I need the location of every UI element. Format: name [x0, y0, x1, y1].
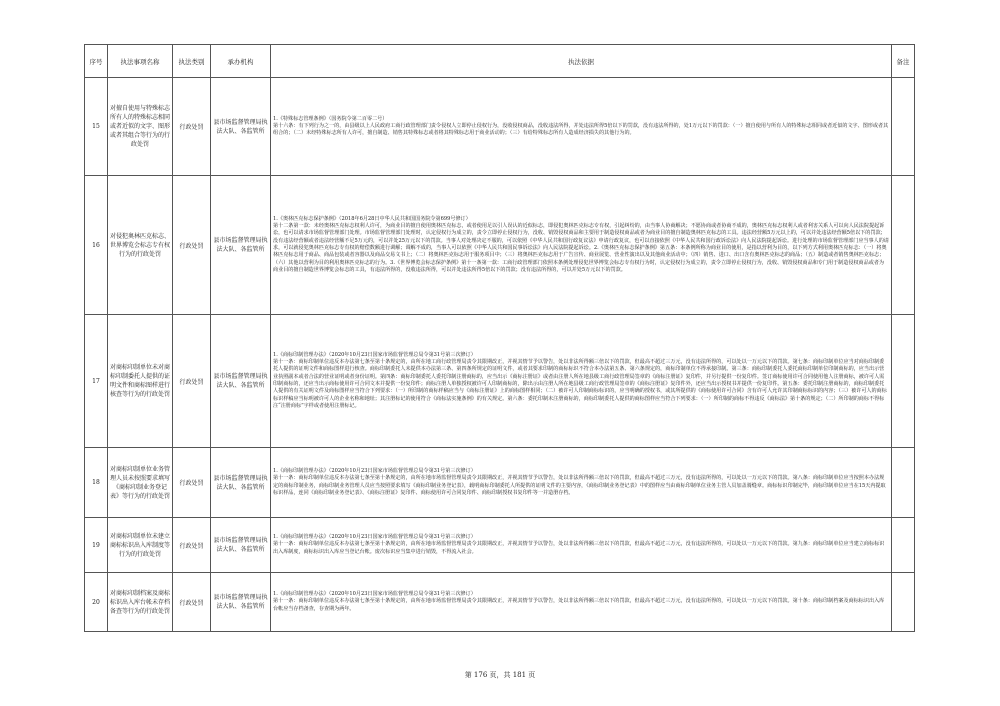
- basis-paragraph: 1.《特殊标志管理条例》（国务院令第二百零二号）: [273, 115, 388, 122]
- basis-paragraph: 1.《商标印制管理办法》（2020年10月23日国家市场监督管理总局令第31号第三次修订）: [273, 591, 476, 598]
- row-number: 18: [85, 448, 108, 518]
- row-remark: [892, 315, 915, 448]
- row-org: 县市场监督管理局执法大队、各监管所: [211, 78, 271, 176]
- basis-paragraph: 第十六条：有下列行为之一的，由县级以上人民政府工商行政管理部门责令侵权人立即停止侵权行为，没收侵权商品，没收违法所得，并处违法所得5倍以下的罚款，没有违法所得的，处1万元以下的罚款：（一）擅自使用与所有人的特殊标志相同或者近似的文字、图形或者其组合的；（二）未经特殊标志所有人许可，擅自制造、销售其特殊标志或者将其特殊标志用于商业活动的；（三）有给特殊标志所有人造成经济损失的其他行为的。: [273, 122, 889, 137]
- row-number: 17: [85, 315, 108, 448]
- row-remark: [892, 78, 915, 176]
- row-category: 行政处罚: [173, 518, 211, 573]
- row-item-name: 对商标印制单位未对商标印制委托人提供的证明文件和商标图样进行核查等行为的行政处罚: [108, 315, 173, 448]
- row-org: 县市场监督管理局执法大队、各监管所: [211, 448, 271, 518]
- header-category: 执法类别: [173, 45, 211, 78]
- row-item-name: 对商标印制单位业务管理人员未按照要求填写《商标印制业务登记表》等行为的行政处罚: [108, 448, 173, 518]
- row-number: 15: [85, 78, 108, 176]
- row-remark: [892, 573, 915, 632]
- table-row: [85, 573, 915, 632]
- basis-paragraph: 1.《商标印制管理办法》（2020年10月23日国家市场监督管理总局令第31号第三次修订）: [273, 534, 476, 541]
- basis-paragraph: 第十一条：商标印制单位违反本办法第七条至第十条规定的，由所在地市场监督管理局责令其限期改正，并视其情节予以警告，处以非法所得额三倍以下的罚款，但最高不超过三万元，没有违法所得的，可以处以一万元以下的罚款。第九条：商标印制单位应当建立商标标识出入库制度，商标标识出入库应当登记台帐。废次标识应当集中进行销毁，不得流入社会。: [273, 541, 885, 555]
- basis-paragraph: 1.《商标印制管理办法》（2020年10月23日国家市场监督管理总局令第31号第三次修订）: [273, 351, 476, 358]
- row-category: 行政处罚: [173, 448, 211, 518]
- row-number: 20: [85, 573, 108, 632]
- row-item-name: 对侵犯奥林匹克标志、世界博览会标志专有权行为的行政处罚: [108, 176, 173, 315]
- basis-paragraph: 第十一条：商标印制单位违反本办法第七条至第十条规定的，由所在地市场监督管理局责令其限期改正，并视其情节予以警告，处以非法所得额三倍以下的罚款，但最高不超过三万元，没有违法所得的，可以处以一万元以下的罚款。第八条：商标印制单位应当按照本办法规定的商标印制业务，商标印制业务管理人员应当按照要求填写《商标印制业务登记表》，载明商标印制委托人所提供的证明文件的主要内容，《商标印制业务登记表》中的图样应当由商标印制单位业务主管人员加盖骑缝章。商标标识印制完毕，商标印制单位应当在15天内提取标识样品，连同《商标印制业务登记表》、《商标注册证》复印件、商标使用许可合同复印件、商标印制授权书复印件等一并造册存档。: [273, 475, 886, 496]
- row-item-name: 对商标印制档案及商标标识出入库台帐未存档备查等行为的行政处罚: [108, 573, 173, 632]
- row-category: 行政处罚: [173, 315, 211, 448]
- row-basis: [271, 315, 892, 448]
- row-item-name: 对商标印制单位未建立商标标识出入库制度等行为的行政处罚: [108, 518, 173, 573]
- header-item: 执法事项名称: [108, 45, 173, 78]
- basis-paragraph: 第十一条：商标印制单位违反本办法第七条至第十条规定的，由所在地工商行政管理局责令其限期改正，并视其情节予以警告，处以非法所得额三倍以下的罚款，但最高不超过三万元，没有违法所得的，可以处以一万元以下的罚款。第七条：商标印制单位应当对商标印制委托人提供的证明文件和商标图样进行核查。商标印制委托人未提供本办法第三条、第四条所规定的证明文件，或者其要求印制的商标标识不符合本办法第五条、第六条规定的，商标印制单位不得承接印制。第三条：商标印制委托人委托商标印制单位印制商标的，应当出示营业执照副本或者合法的营业证明或者身份证明。第四条：商标印制委托人委托印制注册商标的，应当出示《商标注册证》或者由注册人所在地县级工商行政管理局签章的《商标注册证》复印件，并另行提供一份复印件。签订商标使用许可合同使用他人注册商标，被许可人需印制商标的，还应当出示商标使用许可合同文本并提供一份复印件；商标注册人单独授权被许可人印制商标的，除出示由注册人所在地县级工商行政管理局签章的《商标注册证》复印件外，还应当出示授权书并提供一份复印件。第五条：委托印制注册商标的，商标印制委托人提供的有关证明文件及商标图样应当符合下列要求：（一）所印制的商标样稿应当与《商标注册证》上的商标图样相同；（二）被许可人印制商标标识的，应当明确的授权书，或其所提供的《商标使用许可合同》含有许可人允许其印制商标标识的内容；（三）被许可人的商标标识样稿应当标明被许可人的企业名称和地址；其注册标记的使用符合《商标法实施条例》的有关规定。第六条：委托印制未注册商标的，商标印制委托人提供的商标图样应当符合下列要求：（一）所印制的商标不得违反《商标法》第十条的规定；（二）所印制的商标不得标注“注册商标”字样或者使用注册标记。: [273, 359, 887, 409]
- row-remark: [892, 448, 915, 518]
- row-category: 行政处罚: [173, 78, 211, 176]
- row-basis: [271, 518, 892, 573]
- row-basis: [271, 176, 892, 315]
- row-org: 县市场监督管理局执法大队、各监管所: [211, 573, 271, 632]
- header-org: 承办机构: [211, 45, 271, 78]
- table-row: [85, 78, 915, 176]
- page-number-footer: 第 176 页，共 181 页: [464, 671, 536, 679]
- row-org: 县市场监督管理局执法大队、各监管所: [211, 518, 271, 573]
- basis-paragraph: 1.《商标印制管理办法》（2020年10月23日国家市场监督管理总局令第31号第三次修订）: [273, 467, 476, 474]
- table-row: [85, 315, 915, 448]
- row-number: 16: [85, 176, 108, 315]
- table-row: [85, 448, 915, 518]
- header-remark: 备注: [892, 45, 915, 78]
- row-category: 行政处罚: [173, 573, 211, 632]
- row-remark: [892, 518, 915, 573]
- enforcement-table: [84, 44, 915, 632]
- table-row: [85, 518, 915, 573]
- header-no: 序号: [85, 45, 108, 78]
- row-org: 县市场监督管理局执法大队、各监管所: [211, 176, 271, 315]
- row-number: 19: [85, 518, 108, 573]
- basis-paragraph: 第十一条：商标印制单位违反本办法第七条至第十条规定的，由所在地市场监督管理局责令其限期改正，并视其情节予以警告，处以非法所得额三倍以下的罚款，但最高不超过三万元，没有违法所得的，可以处以一万元以下的罚款。第十条：商标印制档案及商标标识出入库台帐应当存档备查，存查期为两年。: [273, 598, 885, 612]
- basis-paragraph: 1.《奥林匹克标志保护条例》（2018年6月28日中华人民共和国国务院令第699号修订）: [273, 215, 471, 222]
- basis-paragraph: 第十二条第一款：未经奥林匹克标志权利人许可，为商业目的擅自使用奥林匹克标志，或者使用足以引人误认的近似标志，即侵犯奥林匹克标志专有权，引起纠纷的，由当事人协商解决；不愿协商或者协商不成的，奥林匹克标志权利人或者利害关系人可以向人民法院提起诉讼，也可以请求市场监督管理部门处理。市场监督管理部门处理时，认定侵权行为成立的，责令立即停止侵权行为，没收、销毁侵权商品和主要用于制造侵权商品或者为商业目的擅自制造奥林匹克标志的工具。违法经营额5万元以上的，可以并处违法经营额5倍以下的罚款；没有违法经营额或者违法经营额不足5万元的，可以并处25万元以下的罚款。当事人对处理决定不服的，可以依照《中华人民共和国行政复议法》申请行政复议，也可以直接依照《中华人民共和国行政诉讼法》向人民法院提起诉讼。进行处理的市场监督管理部门应当事人的请求，可以就侵犯奥林匹克标志专有权的赔偿数额进行调解；调解不成的，当事人可以依照《中华人民共和国民事诉讼法》向人民法院提起诉讼。2.《奥林匹克标志保护条例》第五条：本条例所称为商业目的使用，是指以营利为目的，以下列方式利用奥林匹克标志：（一）将奥林匹克标志用于商品、商品包装或者容器以及商品交易文书上；（二）将奥林匹克标志用于服务项目中；（三）将奥林匹克标志用于广告宣传、商业展览、营业性演出以及其他商业活动中；（四）销售、进口、出口含有奥林匹克标志的商品；（五）制造或者销售奥林匹克标志；（六）其他以营利为目的利用奥林匹克标志的行为。3.《世界博览会标志保护条例》第十一条第一款：工商行政管理部门依照本条例处理侵犯世界博览会标志专有权行为时，认定侵权行为成立的，责令立即停止侵权行为，没收、销毁侵权商品和专门用于制造侵权商品或者为商业目的擅自制造世界博览会标志的工具，有违法所得的，没收违法所得，可以并处违法所得5倍以下的罚款；没有违法所得的，可以并处5万元以下的罚款。: [273, 223, 889, 273]
- table-header-row: [85, 45, 915, 78]
- row-org: 县市场监督管理局执法大队、各监管所: [211, 315, 271, 448]
- header-basis: 执法依据: [271, 45, 892, 78]
- row-remark: [892, 176, 915, 315]
- row-item-name: 对擅自使用与特殊标志所有人的特殊标志相同或者近似的文字、图形或者其组合等行为的行政处罚: [108, 78, 173, 176]
- row-basis: [271, 78, 892, 176]
- row-basis: [271, 448, 892, 518]
- row-category: 行政处罚: [173, 176, 211, 315]
- row-basis: [271, 573, 892, 632]
- table-row: [85, 176, 915, 315]
